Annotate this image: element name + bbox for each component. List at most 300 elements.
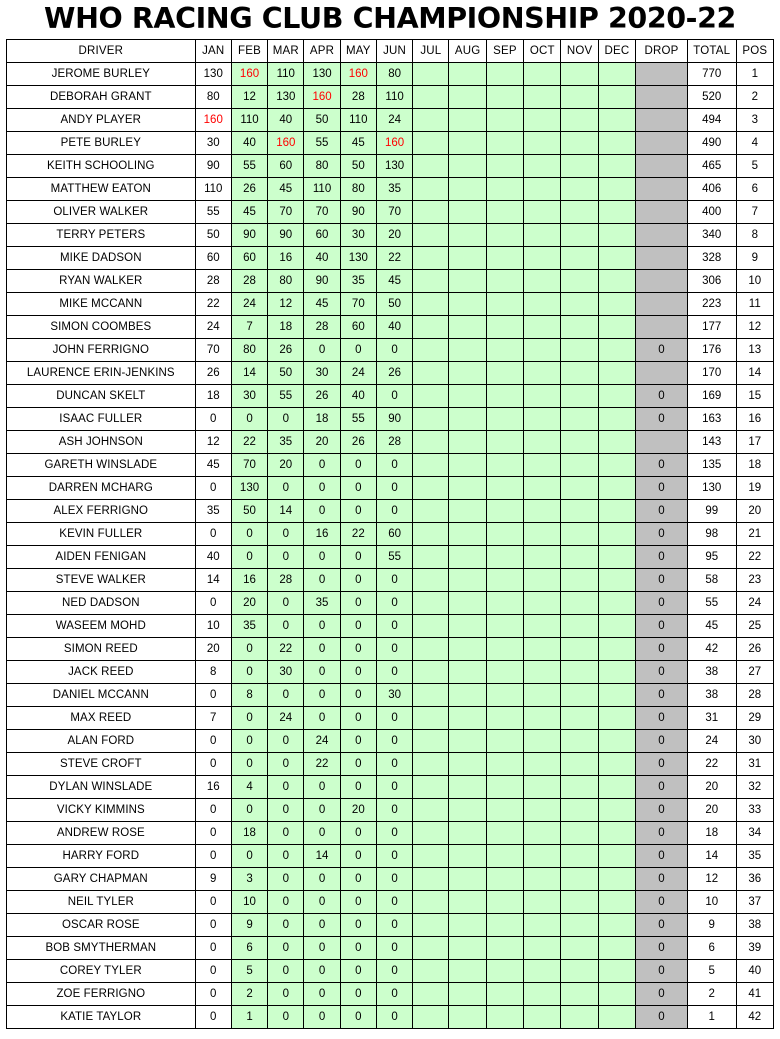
total-cell: 6: [687, 937, 736, 960]
score-cell-jul: [413, 293, 449, 316]
score-cell-may: 0: [340, 868, 376, 891]
score-cell-jan: 12: [195, 431, 231, 454]
score-cell-oct: [524, 523, 561, 546]
score-cell-apr: 35: [304, 592, 340, 615]
position-cell: 40: [736, 960, 773, 983]
score-cell-jan: 0: [195, 960, 231, 983]
score-cell-feb: 0: [231, 753, 267, 776]
score-cell-aug: [449, 569, 486, 592]
score-cell-sep: [486, 385, 523, 408]
total-cell: 18: [687, 822, 736, 845]
position-cell: 33: [736, 799, 773, 822]
score-cell-feb: 0: [231, 799, 267, 822]
score-cell-nov: [561, 1006, 598, 1029]
score-cell-may: 0: [340, 730, 376, 753]
score-cell-jan: 24: [195, 316, 231, 339]
position-cell: 30: [736, 730, 773, 753]
score-cell-may: 20: [340, 799, 376, 822]
score-cell-aug: [449, 776, 486, 799]
column-header-aug: AUG: [449, 40, 486, 63]
position-cell: 19: [736, 477, 773, 500]
score-cell-apr: 45: [304, 293, 340, 316]
score-cell-sep: [486, 615, 523, 638]
score-cell-jul: [413, 385, 449, 408]
score-cell-nov: [561, 86, 598, 109]
score-cell-mar: 16: [268, 247, 304, 270]
score-cell-nov: [561, 638, 598, 661]
score-cell-apr: 160: [304, 86, 340, 109]
score-cell-oct: [524, 707, 561, 730]
score-cell-apr: 0: [304, 891, 340, 914]
drop-cell: 0: [636, 983, 688, 1006]
score-cell-oct: [524, 132, 561, 155]
position-cell: 31: [736, 753, 773, 776]
score-cell-sep: [486, 339, 523, 362]
table-row: [7, 63, 774, 86]
table-row: [7, 155, 774, 178]
score-cell-oct: [524, 316, 561, 339]
score-cell-jan: 30: [195, 132, 231, 155]
driver-name-cell: ASH JOHNSON: [7, 431, 196, 454]
score-cell-aug: [449, 1006, 486, 1029]
position-cell: 20: [736, 500, 773, 523]
score-cell-may: 0: [340, 638, 376, 661]
score-cell-jul: [413, 753, 449, 776]
score-cell-may: 0: [340, 477, 376, 500]
score-cell-jun: 0: [376, 776, 412, 799]
score-cell-feb: 14: [231, 362, 267, 385]
score-cell-jun: 130: [376, 155, 412, 178]
table-row: [7, 316, 774, 339]
score-cell-aug: [449, 638, 486, 661]
position-cell: 8: [736, 224, 773, 247]
score-cell-apr: 70: [304, 201, 340, 224]
score-cell-jul: [413, 431, 449, 454]
score-cell-apr: 0: [304, 615, 340, 638]
score-cell-sep: [486, 960, 523, 983]
driver-name-cell: JOHN FERRIGNO: [7, 339, 196, 362]
score-cell-oct: [524, 569, 561, 592]
score-cell-mar: 0: [268, 937, 304, 960]
score-cell-may: 35: [340, 270, 376, 293]
score-cell-nov: [561, 615, 598, 638]
score-cell-may: 0: [340, 960, 376, 983]
score-cell-mar: 18: [268, 316, 304, 339]
score-cell-apr: 16: [304, 523, 340, 546]
score-cell-oct: [524, 247, 561, 270]
score-cell-mar: 130: [268, 86, 304, 109]
score-cell-aug: [449, 914, 486, 937]
score-cell-apr: 14: [304, 845, 340, 868]
score-cell-sep: [486, 753, 523, 776]
score-cell-sep: [486, 684, 523, 707]
drop-cell: 0: [636, 684, 688, 707]
score-cell-jun: 70: [376, 201, 412, 224]
drop-cell: [636, 132, 688, 155]
score-cell-jun: 0: [376, 868, 412, 891]
score-cell-feb: 70: [231, 454, 267, 477]
score-cell-mar: 70: [268, 201, 304, 224]
score-cell-dec: [598, 799, 635, 822]
score-cell-may: 0: [340, 707, 376, 730]
score-cell-apr: 90: [304, 270, 340, 293]
driver-name-cell: KATIE TAYLOR: [7, 1006, 196, 1029]
score-cell-jul: [413, 132, 449, 155]
score-cell-aug: [449, 293, 486, 316]
position-cell: 32: [736, 776, 773, 799]
drop-cell: 0: [636, 546, 688, 569]
drop-cell: [636, 362, 688, 385]
table-row: [7, 730, 774, 753]
score-cell-nov: [561, 661, 598, 684]
driver-name-cell: SIMON REED: [7, 638, 196, 661]
score-cell-jan: 60: [195, 247, 231, 270]
table-row: [7, 224, 774, 247]
score-cell-jul: [413, 247, 449, 270]
drop-cell: [636, 201, 688, 224]
score-cell-aug: [449, 431, 486, 454]
position-cell: 15: [736, 385, 773, 408]
score-cell-sep: [486, 270, 523, 293]
score-cell-aug: [449, 86, 486, 109]
score-cell-apr: 0: [304, 914, 340, 937]
drop-cell: [636, 247, 688, 270]
total-cell: 163: [687, 408, 736, 431]
score-cell-jun: 0: [376, 1006, 412, 1029]
position-cell: 21: [736, 523, 773, 546]
score-cell-sep: [486, 316, 523, 339]
total-cell: 176: [687, 339, 736, 362]
score-cell-oct: [524, 730, 561, 753]
score-cell-feb: 0: [231, 546, 267, 569]
driver-name-cell: NED DADSON: [7, 592, 196, 615]
score-cell-jan: 0: [195, 845, 231, 868]
column-header-oct: OCT: [524, 40, 561, 63]
total-cell: 1: [687, 1006, 736, 1029]
drop-cell: 0: [636, 615, 688, 638]
total-cell: 38: [687, 661, 736, 684]
score-cell-feb: 12: [231, 86, 267, 109]
position-cell: 39: [736, 937, 773, 960]
table-row: [7, 546, 774, 569]
score-cell-jun: 30: [376, 684, 412, 707]
total-cell: 45: [687, 615, 736, 638]
score-cell-jul: [413, 684, 449, 707]
score-cell-feb: 0: [231, 408, 267, 431]
score-cell-jun: 0: [376, 822, 412, 845]
score-cell-jun: 0: [376, 638, 412, 661]
score-cell-oct: [524, 63, 561, 86]
score-cell-nov: [561, 592, 598, 615]
drop-cell: 0: [636, 799, 688, 822]
score-cell-dec: [598, 109, 635, 132]
score-cell-may: 40: [340, 385, 376, 408]
score-cell-mar: 26: [268, 339, 304, 362]
drop-cell: 0: [636, 592, 688, 615]
score-cell-apr: 24: [304, 730, 340, 753]
drop-cell: [636, 270, 688, 293]
score-cell-nov: [561, 247, 598, 270]
score-cell-apr: 0: [304, 569, 340, 592]
position-cell: 25: [736, 615, 773, 638]
position-cell: 13: [736, 339, 773, 362]
score-cell-apr: 110: [304, 178, 340, 201]
score-cell-apr: 22: [304, 753, 340, 776]
score-cell-jun: 20: [376, 224, 412, 247]
score-cell-jan: 0: [195, 891, 231, 914]
score-cell-mar: 0: [268, 523, 304, 546]
score-cell-apr: 20: [304, 431, 340, 454]
score-cell-aug: [449, 500, 486, 523]
table-row: [7, 707, 774, 730]
score-cell-mar: 30: [268, 661, 304, 684]
score-cell-may: 28: [340, 86, 376, 109]
score-cell-apr: 0: [304, 799, 340, 822]
score-cell-sep: [486, 638, 523, 661]
score-cell-jan: 80: [195, 86, 231, 109]
score-cell-dec: [598, 431, 635, 454]
total-cell: 95: [687, 546, 736, 569]
score-cell-jan: 26: [195, 362, 231, 385]
total-cell: 99: [687, 500, 736, 523]
score-cell-feb: 22: [231, 431, 267, 454]
driver-name-cell: AIDEN FENIGAN: [7, 546, 196, 569]
driver-name-cell: JEROME BURLEY: [7, 63, 196, 86]
score-cell-jul: [413, 224, 449, 247]
score-cell-aug: [449, 960, 486, 983]
score-cell-nov: [561, 63, 598, 86]
score-cell-mar: 24: [268, 707, 304, 730]
score-cell-jul: [413, 983, 449, 1006]
total-cell: 12: [687, 868, 736, 891]
score-cell-apr: 50: [304, 109, 340, 132]
score-cell-oct: [524, 224, 561, 247]
score-cell-jan: 160: [195, 109, 231, 132]
score-cell-jul: [413, 730, 449, 753]
score-cell-nov: [561, 316, 598, 339]
score-cell-jul: [413, 454, 449, 477]
score-cell-sep: [486, 891, 523, 914]
score-cell-feb: 16: [231, 569, 267, 592]
score-cell-nov: [561, 362, 598, 385]
score-cell-jun: 60: [376, 523, 412, 546]
score-cell-jul: [413, 178, 449, 201]
driver-name-cell: DUNCAN SKELT: [7, 385, 196, 408]
score-cell-jun: 0: [376, 592, 412, 615]
score-cell-aug: [449, 201, 486, 224]
drop-cell: 0: [636, 753, 688, 776]
score-cell-may: 130: [340, 247, 376, 270]
score-cell-jul: [413, 914, 449, 937]
driver-name-cell: NEIL TYLER: [7, 891, 196, 914]
score-cell-oct: [524, 178, 561, 201]
position-cell: 16: [736, 408, 773, 431]
score-cell-jun: 0: [376, 960, 412, 983]
score-cell-may: 0: [340, 845, 376, 868]
score-cell-jul: [413, 661, 449, 684]
score-cell-sep: [486, 63, 523, 86]
score-cell-oct: [524, 86, 561, 109]
score-cell-dec: [598, 454, 635, 477]
score-cell-jul: [413, 86, 449, 109]
score-cell-apr: 130: [304, 63, 340, 86]
score-cell-oct: [524, 983, 561, 1006]
table-row: [7, 454, 774, 477]
position-cell: 41: [736, 983, 773, 1006]
score-cell-dec: [598, 270, 635, 293]
drop-cell: [636, 86, 688, 109]
score-cell-mar: 35: [268, 431, 304, 454]
score-cell-may: 110: [340, 109, 376, 132]
position-cell: 35: [736, 845, 773, 868]
score-cell-aug: [449, 730, 486, 753]
score-cell-dec: [598, 523, 635, 546]
score-cell-may: 0: [340, 569, 376, 592]
score-cell-aug: [449, 454, 486, 477]
score-cell-jan: 0: [195, 523, 231, 546]
score-cell-may: 45: [340, 132, 376, 155]
score-cell-mar: 0: [268, 684, 304, 707]
score-cell-oct: [524, 1006, 561, 1029]
score-cell-nov: [561, 385, 598, 408]
score-cell-jul: [413, 845, 449, 868]
table-row: [7, 684, 774, 707]
column-header-total: TOTAL: [687, 40, 736, 63]
score-cell-dec: [598, 960, 635, 983]
score-cell-sep: [486, 799, 523, 822]
score-cell-aug: [449, 546, 486, 569]
score-cell-jul: [413, 316, 449, 339]
position-cell: 28: [736, 684, 773, 707]
score-cell-may: 0: [340, 546, 376, 569]
score-cell-nov: [561, 707, 598, 730]
score-cell-nov: [561, 753, 598, 776]
score-cell-jan: 0: [195, 799, 231, 822]
score-cell-nov: [561, 891, 598, 914]
position-cell: 7: [736, 201, 773, 224]
score-cell-nov: [561, 109, 598, 132]
score-cell-apr: 26: [304, 385, 340, 408]
score-cell-feb: 40: [231, 132, 267, 155]
score-cell-aug: [449, 477, 486, 500]
score-cell-dec: [598, 132, 635, 155]
driver-name-cell: ALEX FERRIGNO: [7, 500, 196, 523]
score-cell-jan: 0: [195, 822, 231, 845]
column-header-sep: SEP: [486, 40, 523, 63]
score-cell-oct: [524, 960, 561, 983]
score-cell-sep: [486, 362, 523, 385]
driver-name-cell: ALAN FORD: [7, 730, 196, 753]
table-row: [7, 247, 774, 270]
score-cell-aug: [449, 937, 486, 960]
score-cell-mar: 0: [268, 546, 304, 569]
drop-cell: 0: [636, 500, 688, 523]
score-cell-apr: 0: [304, 339, 340, 362]
score-cell-dec: [598, 500, 635, 523]
drop-cell: 0: [636, 569, 688, 592]
score-cell-feb: 55: [231, 155, 267, 178]
driver-name-cell: DANIEL MCCANN: [7, 684, 196, 707]
score-cell-oct: [524, 155, 561, 178]
column-header-dec: DEC: [598, 40, 635, 63]
score-cell-sep: [486, 201, 523, 224]
column-header-drop: DROP: [636, 40, 688, 63]
score-cell-apr: 0: [304, 937, 340, 960]
drop-cell: 0: [636, 845, 688, 868]
table-row: [7, 86, 774, 109]
driver-name-cell: MIKE MCCANN: [7, 293, 196, 316]
score-cell-may: 0: [340, 592, 376, 615]
score-cell-mar: 0: [268, 868, 304, 891]
score-cell-mar: 0: [268, 753, 304, 776]
drop-cell: 0: [636, 891, 688, 914]
score-cell-feb: 45: [231, 201, 267, 224]
score-cell-apr: 0: [304, 1006, 340, 1029]
score-cell-jun: 80: [376, 63, 412, 86]
score-cell-jan: 0: [195, 983, 231, 1006]
score-cell-mar: 0: [268, 914, 304, 937]
position-cell: 38: [736, 914, 773, 937]
table-row: [7, 592, 774, 615]
score-cell-dec: [598, 63, 635, 86]
score-cell-oct: [524, 500, 561, 523]
score-cell-aug: [449, 408, 486, 431]
table-row: [7, 868, 774, 891]
score-cell-may: 0: [340, 1006, 376, 1029]
driver-name-cell: DARREN MCHARG: [7, 477, 196, 500]
score-cell-mar: 22: [268, 638, 304, 661]
score-cell-jun: 50: [376, 293, 412, 316]
position-cell: 14: [736, 362, 773, 385]
driver-name-cell: LAURENCE ERIN-JENKINS: [7, 362, 196, 385]
driver-name-cell: MAX REED: [7, 707, 196, 730]
total-cell: 20: [687, 799, 736, 822]
score-cell-jul: [413, 592, 449, 615]
score-cell-aug: [449, 822, 486, 845]
score-cell-oct: [524, 753, 561, 776]
score-cell-jul: [413, 362, 449, 385]
score-cell-sep: [486, 1006, 523, 1029]
position-cell: 4: [736, 132, 773, 155]
score-cell-jan: 20: [195, 638, 231, 661]
score-cell-jul: [413, 500, 449, 523]
drop-cell: 0: [636, 408, 688, 431]
score-cell-may: 160: [340, 63, 376, 86]
score-cell-feb: 18: [231, 822, 267, 845]
driver-name-cell: MIKE DADSON: [7, 247, 196, 270]
position-cell: 36: [736, 868, 773, 891]
total-cell: 10: [687, 891, 736, 914]
score-cell-dec: [598, 408, 635, 431]
score-cell-apr: 18: [304, 408, 340, 431]
position-cell: 42: [736, 1006, 773, 1029]
score-cell-jun: 35: [376, 178, 412, 201]
total-cell: 340: [687, 224, 736, 247]
score-cell-oct: [524, 270, 561, 293]
score-cell-dec: [598, 983, 635, 1006]
score-cell-aug: [449, 868, 486, 891]
score-cell-may: 0: [340, 661, 376, 684]
score-cell-jun: 55: [376, 546, 412, 569]
score-cell-jun: 0: [376, 891, 412, 914]
table-row: [7, 914, 774, 937]
score-cell-dec: [598, 316, 635, 339]
score-cell-mar: 160: [268, 132, 304, 155]
score-cell-mar: 0: [268, 891, 304, 914]
table-row: [7, 1006, 774, 1029]
drop-cell: 0: [636, 707, 688, 730]
score-cell-sep: [486, 937, 523, 960]
